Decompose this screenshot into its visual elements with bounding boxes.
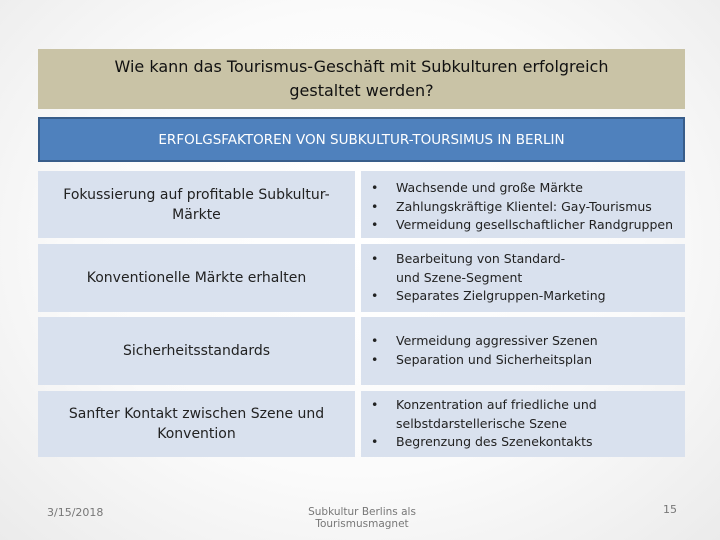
detail-box-1	[361, 171, 685, 238]
footer-date: 3/15/2018	[47, 506, 104, 519]
bullet-text: Begrenzung des Szenekontakts	[396, 434, 593, 449]
list-item	[361, 250, 685, 287]
bullet-icon: •	[371, 217, 379, 232]
section-header-text: ERFOLGSFAKTOREN VON SUBKULTUR-TOURSIMUS IN BERLIN	[158, 131, 565, 148]
detail-box-2	[361, 244, 685, 312]
bullet-icon: •	[371, 251, 379, 266]
bullet-text: Bearbeitung von Standard- und Szene-Segment	[396, 251, 566, 285]
list-item	[361, 332, 685, 351]
detail-box-4	[361, 391, 685, 457]
detail-box-3	[361, 317, 685, 385]
bullet-text: Vermeidung aggressiver Szenen	[396, 333, 598, 348]
bullet-text: Zahlungskräftige Klientel: Gay-Tourismus	[396, 198, 652, 214]
factor-box-1	[38, 171, 355, 238]
bullet-icon: •	[371, 198, 379, 214]
slide-title: Wie kann das Tourismus-Geschäft mit Subkulturen erfolgreich gestaltet werden?	[114, 57, 609, 100]
bullet-icon: •	[371, 351, 379, 367]
list-item	[361, 433, 685, 452]
bullet-list	[361, 332, 685, 369]
bullet-text: Separates Zielgruppen-Marketing	[396, 288, 606, 303]
bullet-icon: •	[371, 288, 379, 303]
factor-label: Sanfter Kontakt zwischen Szene und Konvention	[68, 406, 325, 442]
list-item	[361, 179, 685, 198]
factor-label: Konventionelle Märkte erhalten	[86, 270, 307, 286]
footer-caption: Subkultur Berlins als Tourismusmagnet	[308, 506, 416, 530]
bullet-icon: •	[371, 397, 379, 412]
bullet-icon: •	[371, 333, 379, 348]
slide-title-box	[38, 49, 685, 109]
bullet-list	[361, 250, 685, 306]
bullet-text: Separation und Sicherheitsplan	[396, 351, 592, 367]
factor-label: Fokussierung auf profitable Subkultur- Märkte	[63, 186, 330, 223]
section-header	[38, 117, 685, 162]
factor-box-3	[38, 317, 355, 385]
bullet-list	[361, 396, 685, 452]
factor-box-4	[38, 391, 355, 457]
page-number: 15	[663, 503, 677, 516]
bullet-text: Wachsende und große Märkte	[396, 180, 583, 195]
factor-label: Sicherheitsstandards	[122, 343, 271, 359]
list-item	[361, 396, 685, 433]
list-item	[361, 198, 685, 217]
list-item	[361, 216, 685, 235]
bullet-icon: •	[371, 180, 379, 195]
list-item	[361, 351, 685, 370]
bullet-text: Konzentration auf friedliche und selbstdarstellerische Szene	[396, 397, 597, 431]
bullet-text: Vermeidung gesellschaftlicher Randgruppen	[396, 217, 673, 232]
factor-box-2	[38, 244, 355, 312]
bullet-icon: •	[371, 434, 379, 449]
list-item	[361, 287, 685, 306]
bullet-list	[361, 179, 685, 235]
